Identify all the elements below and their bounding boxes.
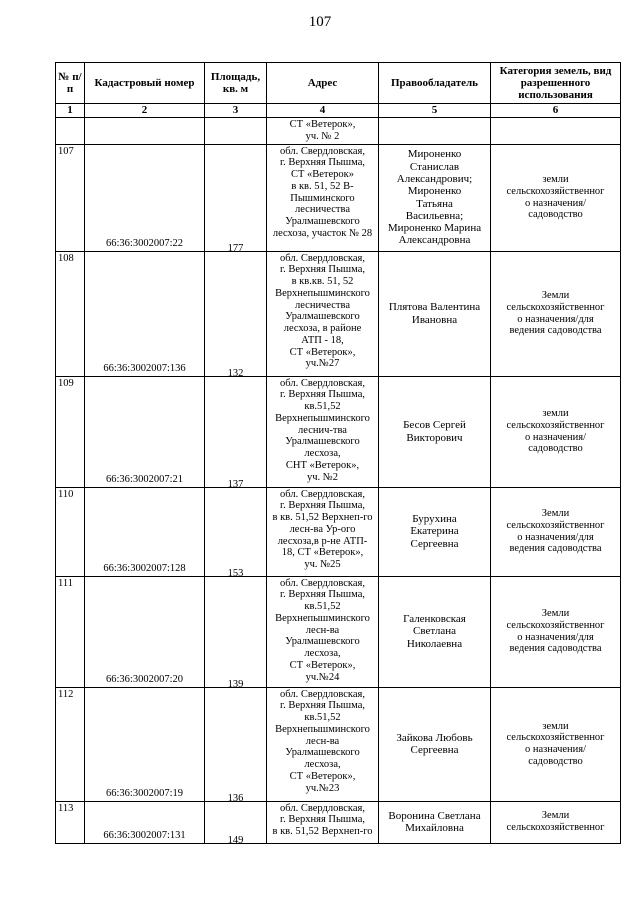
address-line: Уралмашевского xyxy=(285,636,360,648)
header-category: Категория земель, вид разрешенного использования xyxy=(491,63,621,104)
cell-number: 110 xyxy=(56,487,85,576)
category-line: о назначения/для xyxy=(517,531,594,543)
column-number: 6 xyxy=(491,104,621,118)
area-value: 132 xyxy=(227,367,244,376)
cell-address xyxy=(267,687,379,801)
address-line: лесничества xyxy=(295,204,350,216)
address-line: г. Верхняя Пышма, xyxy=(279,700,366,712)
cell-area xyxy=(205,687,267,801)
address-line: лесхоза, в районе xyxy=(283,323,362,334)
category-line: сельскохозяйственног xyxy=(506,822,605,833)
header-area: Площадь, кв. м xyxy=(205,63,267,104)
cell-category xyxy=(491,801,621,843)
address-line: Верхнепышминского xyxy=(275,612,370,624)
header-cadastral: Кадастровый номер xyxy=(85,63,205,104)
header-owner: Правообладатель xyxy=(379,63,491,104)
area-value: 136 xyxy=(227,792,244,801)
table-row xyxy=(56,801,621,843)
owner-line: Галенковская xyxy=(403,613,466,626)
address-line: уч.№24 xyxy=(305,671,340,683)
cell-address xyxy=(267,376,379,487)
address-line: леснич-тва xyxy=(298,424,347,436)
cell-owner xyxy=(379,687,491,801)
category-line: садоводство xyxy=(528,755,583,767)
address-line: СТ «Ветерок», xyxy=(289,770,356,782)
land-registry-table xyxy=(55,62,621,844)
cell-cadastral xyxy=(85,118,205,145)
cell-address xyxy=(267,118,379,145)
cell-address xyxy=(267,487,379,576)
address-line: уч. №25 xyxy=(304,559,341,570)
cell-address xyxy=(267,251,379,376)
owner-line: Мироненко xyxy=(407,185,462,198)
cell-cadastral: 66:36:3002007:136 xyxy=(85,251,205,376)
continuation-row xyxy=(56,118,621,145)
address-line: лесн-ва xyxy=(305,624,340,636)
cell-category xyxy=(491,487,621,576)
address-line: лесхоза, xyxy=(304,448,341,459)
category-line: ведения садоводства xyxy=(509,325,602,337)
table-row xyxy=(56,376,621,487)
address-line: в кв. 51,52 Верхнеп-го xyxy=(272,512,373,523)
address-line: кв.51,52 xyxy=(304,712,341,723)
address-line: Верхнепышминского xyxy=(275,287,370,299)
address-line: кв.51,52 xyxy=(304,601,341,612)
cell-area xyxy=(205,118,267,145)
category-line: сельскохозяйственног xyxy=(506,732,605,744)
address-line: Уралмашевского xyxy=(285,311,360,323)
category-line: сельскохозяйственног xyxy=(506,619,605,631)
cell-owner xyxy=(379,376,491,487)
cell-area xyxy=(205,487,267,576)
category-line: о назначения/для xyxy=(517,313,594,325)
address-line: обл. Свердловская, xyxy=(280,145,365,157)
table-row xyxy=(56,487,621,576)
cell-address xyxy=(267,144,379,251)
address-line: в кв. 51, 52 В- xyxy=(291,180,354,192)
address-line: г. Верхняя Пышма, xyxy=(279,157,366,169)
cell-number: 109 xyxy=(56,376,85,487)
owner-line: Бурухина xyxy=(412,513,457,526)
address-line: Уралмашевского xyxy=(285,216,360,227)
cell-address xyxy=(267,801,379,843)
cell-category xyxy=(491,144,621,251)
category-line: садоводство xyxy=(528,443,583,455)
category-line: сельскохозяйственног xyxy=(506,519,605,531)
cell-category xyxy=(491,576,621,687)
column-number: 1 xyxy=(56,104,85,118)
cell-category xyxy=(491,118,621,145)
address-line: г. Верхняя Пышма, xyxy=(279,500,366,512)
column-number: 3 xyxy=(205,104,267,118)
cell-owner xyxy=(379,144,491,251)
address-line: г. Верхняя Пышма, xyxy=(279,389,366,401)
cell-area xyxy=(205,376,267,487)
cell-cadastral: 66:36:3002007:128 xyxy=(85,487,205,576)
category-line: садоводство xyxy=(528,209,583,221)
cell-number: 108 xyxy=(56,251,85,376)
address-line: обл. Свердловская, xyxy=(280,802,365,814)
category-line: земли xyxy=(542,720,569,732)
cell-cadastral: 66:36:3002007:19 xyxy=(85,687,205,801)
owner-line: Мироненко Марина xyxy=(387,222,482,235)
cell-area xyxy=(205,144,267,251)
cell-area xyxy=(205,801,267,843)
address-line: лесхоза, xyxy=(304,648,341,659)
cell-area xyxy=(205,251,267,376)
address-line: СТ «Ветерок», xyxy=(289,119,356,130)
owner-line: Сергеевна xyxy=(410,744,459,756)
cell-owner xyxy=(379,487,491,576)
address-line: кв.51,52 xyxy=(304,401,341,412)
table-row xyxy=(56,687,621,801)
address-line: уч. № 2 xyxy=(305,130,340,142)
cell-category xyxy=(491,251,621,376)
address-line: г. Верхняя Пышма, xyxy=(279,814,366,826)
address-line: лесхоза,в р-не АТП- xyxy=(277,535,368,547)
category-line: Земли xyxy=(541,608,570,619)
header-row xyxy=(56,63,621,104)
owner-line: Михайловна xyxy=(405,822,464,834)
cell-cadastral: 66:36:3002007:21 xyxy=(85,376,205,487)
area-value: 177 xyxy=(227,242,244,251)
owner-line: Зайкова Любовь xyxy=(396,731,473,744)
category-line: сельскохозяйственног xyxy=(506,301,605,313)
owner-line: Станислав xyxy=(409,160,460,173)
owner-line: Николаевна xyxy=(406,637,463,650)
address-line: лесничества xyxy=(295,299,350,311)
table-row xyxy=(56,576,621,687)
address-line: обл. Свердловская, xyxy=(280,688,365,700)
owner-line: Ивановна xyxy=(411,313,458,326)
cell-address xyxy=(267,576,379,687)
address-line: АТП - 18, xyxy=(301,334,344,346)
address-line: СТ «Ветерок», xyxy=(289,659,356,671)
address-line: лесн-ва Ур-ого xyxy=(289,523,356,535)
header-number: № п/п xyxy=(56,63,85,104)
category-line: Земли xyxy=(541,508,570,519)
owner-line: Светлана xyxy=(412,625,457,638)
address-line: СНТ «Ветерок», xyxy=(285,459,360,471)
cell-owner xyxy=(379,118,491,145)
address-line: обл. Свердловская, xyxy=(280,377,365,389)
address-line: уч.№27 xyxy=(305,358,340,370)
address-line: в кв.кв. 51, 52 xyxy=(291,276,354,287)
address-line: в кв. 51,52 Верхнеп-го xyxy=(272,826,373,837)
owner-line: Плятова Валентина xyxy=(388,301,481,314)
category-line: ведения садоводства xyxy=(509,543,602,555)
header-address: Адрес xyxy=(267,63,379,104)
address-line: лесн-ва xyxy=(305,735,340,747)
area-value: 149 xyxy=(227,834,244,843)
owner-line: Воронина Светлана xyxy=(388,809,481,822)
cell-cadastral: 66:36:3002007:22 xyxy=(85,144,205,251)
page-number: 107 xyxy=(308,14,332,30)
category-line: о назначения/ xyxy=(524,431,587,443)
owner-line: Александровна xyxy=(398,234,471,247)
address-line: уч.№23 xyxy=(305,782,340,794)
column-number-row xyxy=(56,104,621,118)
address-line: 18, СТ «Ветерок», xyxy=(281,547,364,559)
area-value: 137 xyxy=(227,478,244,487)
cell-category xyxy=(491,376,621,487)
owner-line: Сергеевна xyxy=(410,537,459,550)
table-row xyxy=(56,144,621,251)
category-line: о назначения/для xyxy=(517,631,594,643)
table-row xyxy=(56,251,621,376)
cell-owner xyxy=(379,576,491,687)
category-line: Земли xyxy=(541,810,570,822)
owner-line: Викторович xyxy=(406,431,463,444)
category-line: сельскохозяйственног xyxy=(506,419,605,431)
column-number: 2 xyxy=(85,104,205,118)
area-value: 139 xyxy=(227,678,244,687)
owner-line: Васильевна; xyxy=(405,209,464,222)
address-line: Верхнепышминского xyxy=(275,412,370,424)
address-line: обл. Свердловская, xyxy=(280,488,365,500)
address-line: Верхнепышминского xyxy=(275,723,370,735)
column-number: 5 xyxy=(379,104,491,118)
category-line: о назначения/ xyxy=(524,744,587,755)
address-line: СТ «Ветерок» xyxy=(290,169,355,180)
owner-line: Екатерина xyxy=(410,525,459,538)
cell-number: 112 xyxy=(56,687,85,801)
address-line: обл. Свердловская, xyxy=(280,252,365,264)
owner-line: Мироненко xyxy=(407,148,462,161)
area-value: 153 xyxy=(227,567,244,576)
category-line: Земли xyxy=(541,290,570,301)
address-line: Уралмашевского xyxy=(285,747,360,759)
address-line: г. Верхняя Пышма, xyxy=(279,589,366,601)
address-line: уч. №2 xyxy=(306,471,339,483)
address-line: лесхоза, участок № 28 xyxy=(272,227,373,239)
address-line: СТ «Ветерок», xyxy=(289,346,356,358)
address-line: Пышминского xyxy=(290,192,355,204)
owner-line: Александрович; xyxy=(396,172,473,185)
cell-number: 107 xyxy=(56,144,85,251)
cell-cadastral: 66:36:3002007:131 xyxy=(85,801,205,843)
address-line: Уралмашевского xyxy=(285,436,360,448)
address-line: обл. Свердловская, xyxy=(280,577,365,589)
cell-owner xyxy=(379,801,491,843)
cell-number: 111 xyxy=(56,576,85,687)
address-line: лесхоза, xyxy=(304,759,341,770)
cell-cadastral: 66:36:3002007:20 xyxy=(85,576,205,687)
cell-area xyxy=(205,576,267,687)
column-number: 4 xyxy=(267,104,379,118)
address-line: г. Верхняя Пышма, xyxy=(279,264,366,276)
category-line: земли xyxy=(542,408,569,419)
category-line: о назначения/ xyxy=(524,197,587,209)
category-line: сельскохозяйственног xyxy=(506,185,605,197)
cell-owner xyxy=(379,251,491,376)
owner-line: Татьяна xyxy=(416,197,453,210)
cell-number: 113 xyxy=(56,801,85,843)
cell-number xyxy=(56,118,85,145)
category-line: земли xyxy=(542,174,569,185)
cell-category xyxy=(491,687,621,801)
category-line: ведения садоводства xyxy=(509,643,602,655)
owner-line: Бесов Сергей xyxy=(403,419,466,432)
